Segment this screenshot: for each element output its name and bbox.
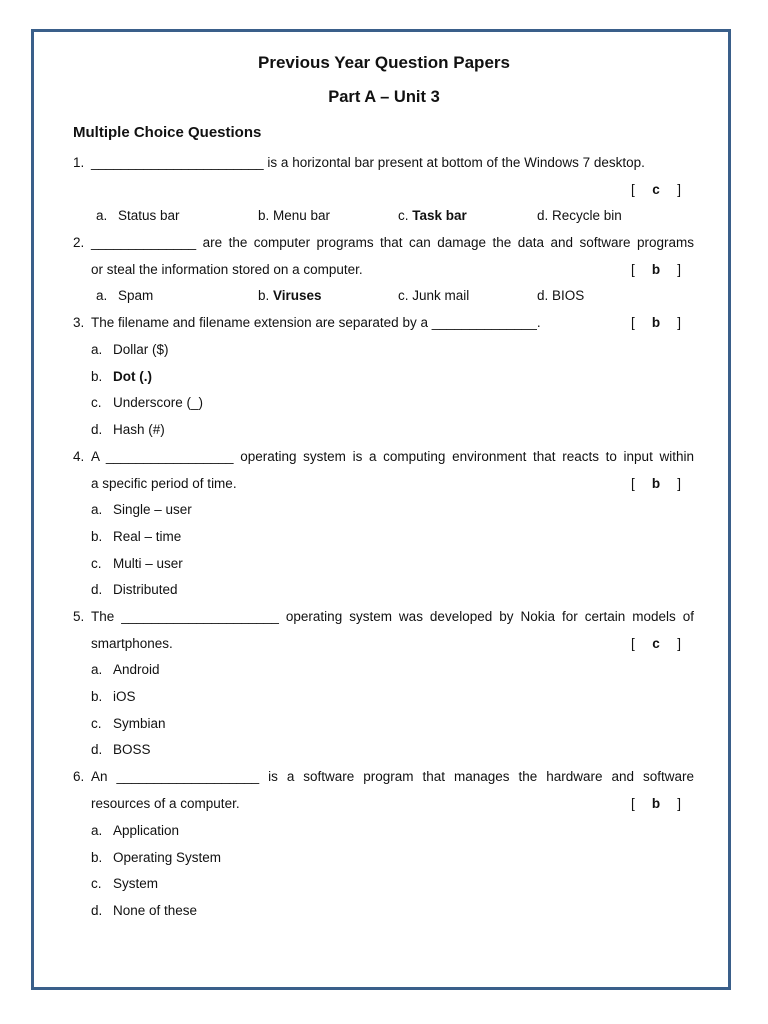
question-text-line1: An ___________________ is a software program that manages the hardware and software <box>91 769 694 784</box>
option-c: c. Underscore (_) <box>91 395 204 410</box>
section-heading: Multiple Choice Questions <box>73 124 262 141</box>
answer-value: c <box>652 636 660 651</box>
option-b: b. Menu bar <box>258 208 331 223</box>
option-a: a. Android <box>91 662 160 677</box>
answer-value: c <box>652 182 660 197</box>
option-a: a. Dollar ($) <box>91 342 169 357</box>
option-a: a. Spam <box>96 288 154 303</box>
question-number: 5. <box>73 609 85 624</box>
answer-bracket: [ c ] <box>631 182 681 197</box>
option-d: d. None of these <box>91 903 198 918</box>
option-b: b. Dot (.) <box>91 369 152 384</box>
question-number: 3. <box>73 315 85 330</box>
option-d: d. BIOS <box>537 288 585 303</box>
option-c: c. System <box>91 876 159 891</box>
option-d: d. Distributed <box>91 582 178 597</box>
question-text: The filename and filename extension are separated by a ______________. <box>91 315 541 330</box>
question-text-line1: A _________________ operating system is a computing environment that reacts to input within <box>91 449 694 464</box>
option-c: c. Multi – user <box>91 556 183 571</box>
answer-bracket: [ b ] <box>631 796 681 811</box>
option-d: d. BOSS <box>91 742 151 757</box>
option-a: a. Application <box>91 823 180 838</box>
answer-value: b <box>651 476 661 491</box>
question-text-line2: a specific period of time. <box>91 476 237 491</box>
question-text-line2: or steal the information stored on a computer. <box>91 262 363 277</box>
option-b: b. Viruses <box>258 288 322 303</box>
answer-value: b <box>651 315 661 330</box>
option-c: c. Task bar <box>398 208 467 223</box>
option-d: d. Hash (#) <box>91 422 165 437</box>
question-number: 1. <box>73 155 85 170</box>
option-b: b. Operating System <box>91 850 222 865</box>
answer-bracket: [ b ] <box>631 476 681 491</box>
question-text-line1: The _____________________ operating system was developed by Nokia for certain models of <box>91 609 694 624</box>
question-text-line2: resources of a computer. <box>91 796 240 811</box>
question-number: 2. <box>73 235 85 250</box>
option-a: a. Status bar <box>96 208 180 223</box>
question-number: 4. <box>73 449 85 464</box>
unit-heading: Part A – Unit 3 <box>328 88 440 106</box>
answer-value: b <box>651 796 661 811</box>
answer-bracket: [ c ] <box>631 636 681 651</box>
question-text-line1: ______________ are the computer programs that can damage the data and software programs <box>91 235 694 250</box>
page-title: Previous Year Question Papers <box>258 53 510 72</box>
option-b: b. iOS <box>91 689 136 704</box>
answer-bracket: [ b ] <box>631 315 681 330</box>
option-a: a. Single – user <box>91 502 192 517</box>
question-text-line2: smartphones. <box>91 636 173 651</box>
question-text: _______________________ is a horizontal bar present at bottom of the Windows 7 desktop. <box>91 155 645 170</box>
question-number: 6. <box>73 769 85 784</box>
option-c: c. Junk mail <box>398 288 470 303</box>
answer-value: b <box>651 262 661 277</box>
option-b: b. Real – time <box>91 529 182 544</box>
option-c: c. Symbian <box>91 716 166 731</box>
answer-bracket: [ b ] <box>631 262 681 277</box>
option-d: d. Recycle bin <box>537 208 622 223</box>
